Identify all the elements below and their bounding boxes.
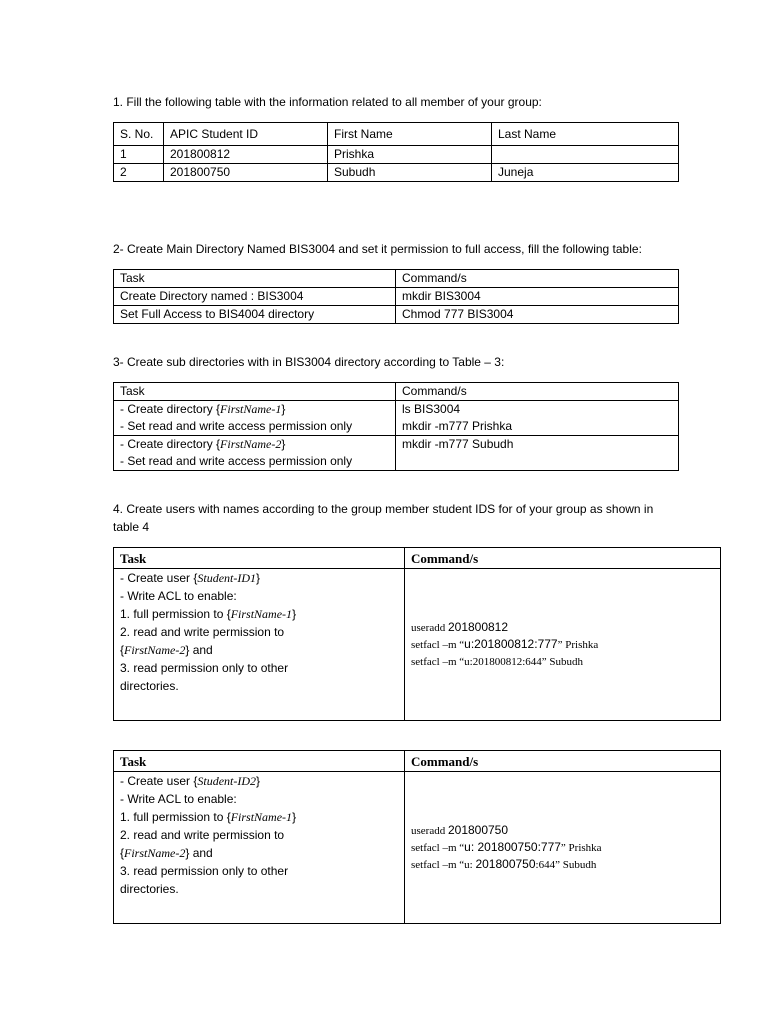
q2-task-cell: Set Full Access to BIS4004 directory [114, 306, 396, 324]
q4-header-task: Task [114, 751, 405, 772]
q1-cell: 201800812 [164, 146, 328, 164]
q1-cell [492, 146, 679, 164]
q4-command-cell: useradd 201800812 setfacl –m “u:201800812:777” Prishka setfacl –m “u:201800812:644” Subudh [405, 569, 721, 721]
q4-heading: 4. Create users with names according to the group member student IDS for of your group as shown in table 4 [113, 502, 654, 534]
q1-header-sno: S. No. [114, 123, 164, 146]
q4-header-commands: Command/s [405, 548, 721, 569]
table-row [114, 772, 721, 924]
q1-cell: Subudh [328, 164, 492, 182]
q1-cell: Juneja [492, 164, 679, 182]
q3-task-cell: - Create directory {FirstName-2} - Set read and write access permission only [114, 436, 396, 471]
q4-user-table-1 [113, 547, 721, 721]
placeholder-variable: Student-ID2 [197, 774, 257, 788]
placeholder-variable: FirstName-2 [124, 846, 186, 860]
q1-members-table [113, 122, 679, 182]
table-row [114, 288, 679, 306]
q2-command-cell: mkdir BIS3004 [396, 288, 679, 306]
q4-command-cell: useradd 201800750 setfacl –m “u: 201800750:777” Prishka setfacl –m “u: 201800750:644” Subudh [405, 772, 721, 924]
q3-header-commands: Command/s [396, 383, 679, 401]
placeholder-variable: FirstName-1 [230, 607, 293, 621]
q1-heading: 1. Fill the following table with the information related to all member of your group: [113, 95, 542, 109]
q3-header-task: Task [114, 383, 396, 401]
q2-task-cell: Create Directory named : BIS3004 [114, 288, 396, 306]
q4-header-commands: Command/s [405, 751, 721, 772]
placeholder-variable: FirstName-2 [124, 643, 186, 657]
q1-cell: 201800750 [164, 164, 328, 182]
q1-header-first-name: First Name [328, 123, 492, 146]
q1-cell: Prishka [328, 146, 492, 164]
q4-header-task: Task [114, 548, 405, 569]
table-row [114, 146, 679, 164]
q2-header-commands: Command/s [396, 270, 679, 288]
table-row [114, 164, 679, 182]
q2-task-table [113, 269, 679, 324]
q3-command-cell: mkdir -m777 Subudh [396, 436, 679, 471]
table-row [114, 401, 679, 436]
q2-command-cell: Chmod 777 BIS3004 [396, 306, 679, 324]
q3-heading: 3- Create sub directories with in BIS3004 directory according to Table – 3: [113, 355, 505, 369]
q1-cell: 2 [114, 164, 164, 182]
placeholder-variable: Student-ID1 [197, 571, 257, 585]
q1-header-student-id: APIC Student ID [164, 123, 328, 146]
q3-task-table [113, 382, 679, 471]
q4-user-table-2 [113, 750, 721, 924]
placeholder-variable: FirstName-1 [230, 810, 293, 824]
q3-task-cell: - Create directory {FirstName-1} - Set read and write access permission only [114, 401, 396, 436]
q4-task-cell: - Create user {Student-ID1} - Write ACL to enable: 1. full permission to {FirstName-1} 2. read and write permission to {FirstName-2} and 3. read permission only to other directories. [114, 569, 405, 721]
placeholder-variable: FirstName-2 [220, 437, 282, 451]
table-row [114, 569, 721, 721]
table-row [114, 436, 679, 471]
q2-header-task: Task [114, 270, 396, 288]
q4-task-cell: - Create user {Student-ID2} - Write ACL to enable: 1. full permission to {FirstName-1} 2. read and write permission to {FirstName-2} and 3. read permission only to other directories. [114, 772, 405, 924]
q3-command-cell: ls BIS3004 mkdir -m777 Prishka [396, 401, 679, 436]
placeholder-variable: FirstName-1 [220, 402, 282, 416]
q1-cell: 1 [114, 146, 164, 164]
table-row [114, 306, 679, 324]
q2-heading: 2- Create Main Directory Named BIS3004 and set it permission to full access, fill the following table: [113, 242, 642, 256]
q1-header-last-name: Last Name [492, 123, 679, 146]
